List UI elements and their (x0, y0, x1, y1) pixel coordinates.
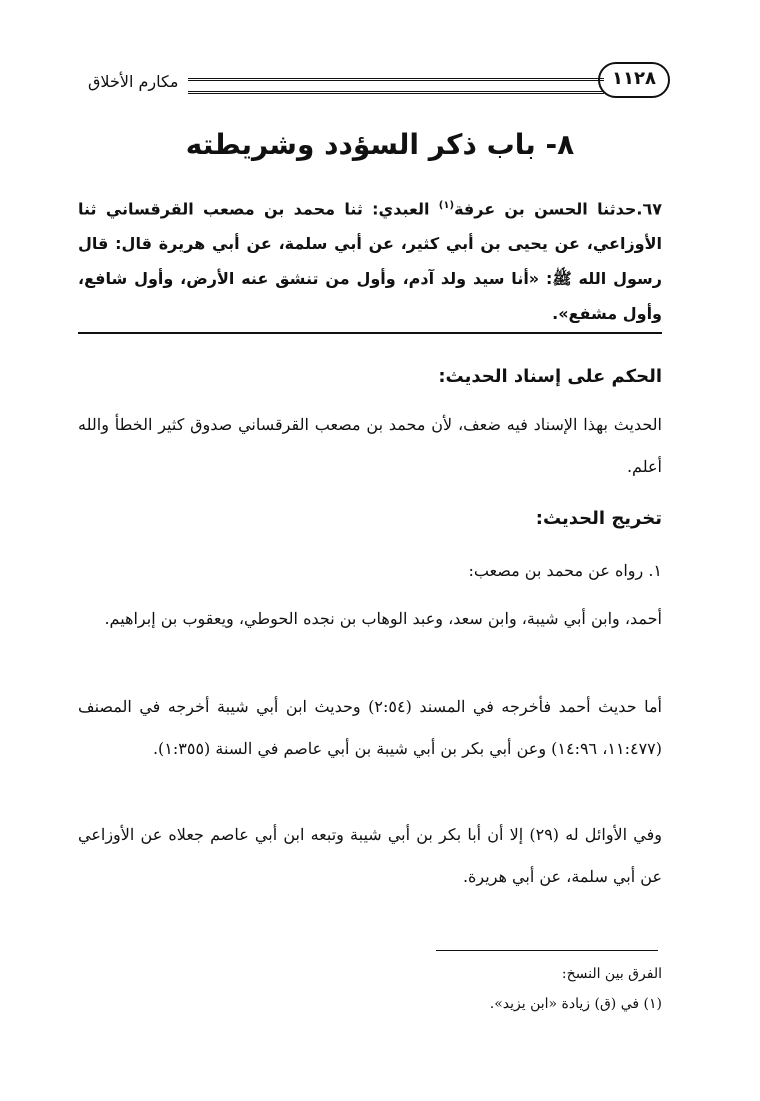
hadith-text-rest: العبدي: ثنا محمد بن مصعب القرقساني ثنا الأوزاعي، عن يحيى بن أبي كثير، عن أبي سلمة، عن أبي هريرة قال: قال رسول الله ﷺ: «أنا سيد ولد آدم، وأول من تنشق عنه الأرض، وأول شافع، وأول مشفع». (78, 199, 662, 324)
ruling-heading: الحكم على إسناد الحديث: (438, 366, 662, 387)
takhrij-paragraph-2: أما حديث أحمد فأخرجه في المسند (٢:٥٤) وحديث ابن أبي شيبة أخرجه في المصنف (١١:٤٧٧، ١٤:٩٦) وعن أبي بكر بن أبي شيبة بن أبي عاصم في السنة (١:٣٥٥). (78, 697, 662, 758)
takhrij-paragraph-1: أحمد، وابن أبي شيبة، وابن سعد، وعبد الوهاب بن نجده الحوطي، ويعقوب بن إبراهيم. (104, 609, 662, 628)
page-header (88, 62, 670, 102)
hadith-text-start: ٦٧.حدثنا الحسن بن عرفة (454, 199, 663, 219)
header-rule (188, 78, 604, 94)
footnote-heading: الفرق بين النسخ: (561, 966, 662, 982)
footnote-divider (436, 950, 658, 951)
page-number: ١١٢٨ (598, 62, 670, 98)
book-title: مكارم الأخلاق (88, 72, 179, 91)
chapter-title: ٨- باب ذكر السؤدد وشريطته (185, 128, 575, 161)
takhrij-heading: تخريج الحديث: (535, 508, 662, 529)
footnote-1: (١) في (ق) زيادة «ابن يزيد». (489, 996, 662, 1012)
hadith-text (78, 188, 662, 331)
takhrij-item-1: ١. رواه عن محمد بن مصعب: (468, 561, 662, 580)
takhrij-paragraph-3: وفي الأوائل له (٢٩) إلا أن أبا بكر بن أبي شيبة وتبعه ابن أبي عاصم جعلاه عن الأوزاعي عن أبي سلمة، عن أبي هريرة. (78, 825, 662, 886)
section-divider (78, 332, 662, 334)
ruling-text: الحديث بهذا الإسناد فيه ضعف، لأن محمد بن مصعب القرقساني صدوق كثير الخطأ والله أعلم. (78, 415, 662, 476)
footnote-marker: (١) (438, 200, 455, 211)
